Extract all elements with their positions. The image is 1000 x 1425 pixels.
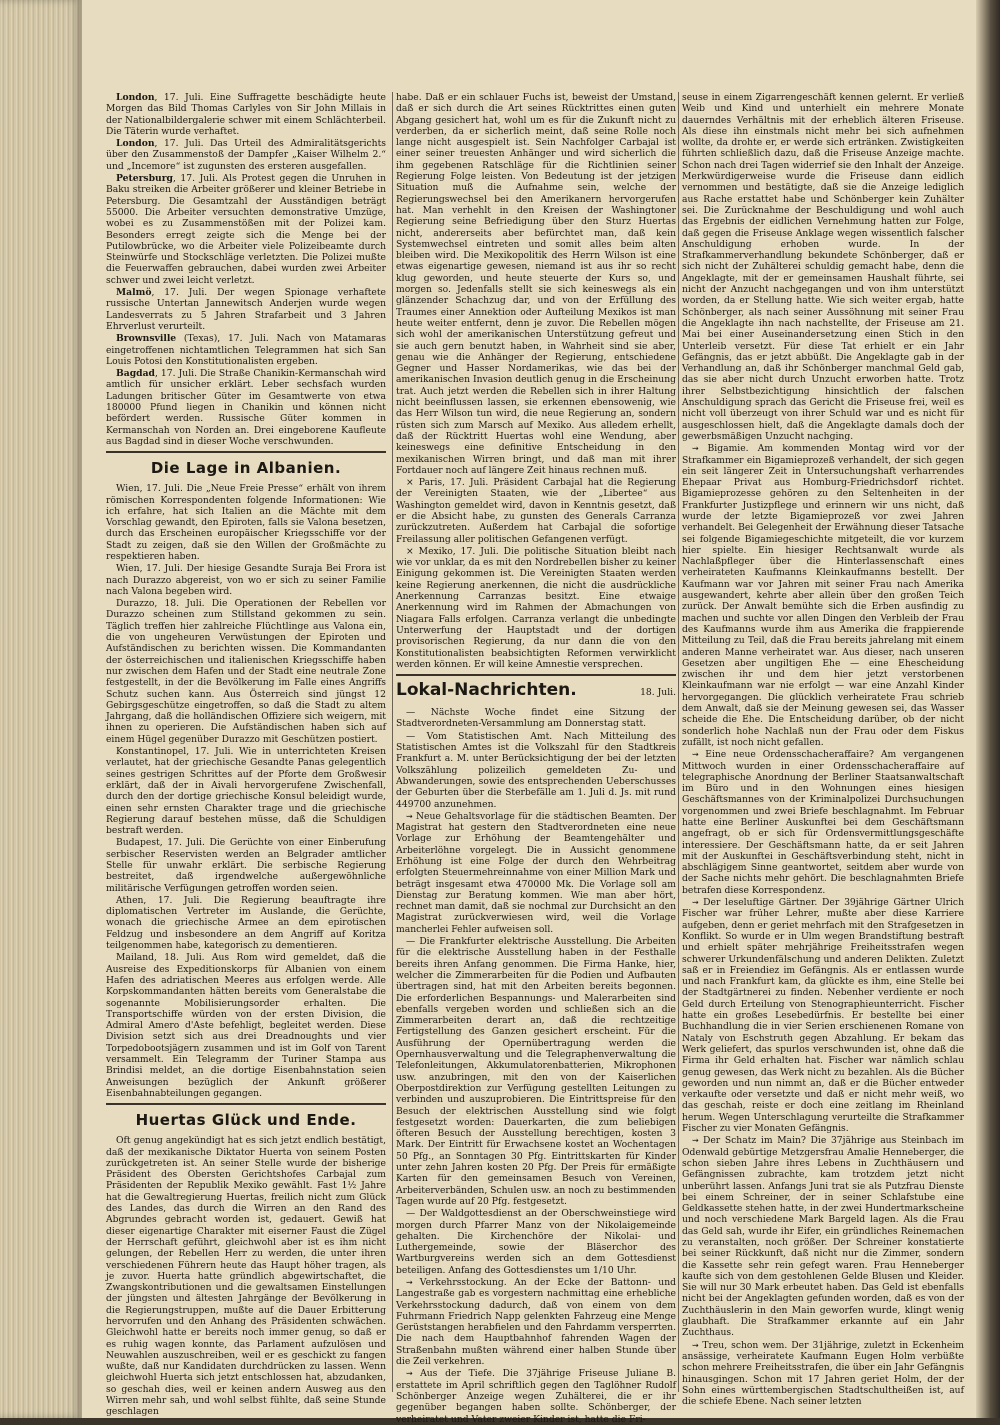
section-rule xyxy=(106,1103,386,1105)
item-marker-icon: ⇝ xyxy=(692,444,708,454)
book-gutter-shadow xyxy=(976,0,1000,1418)
article-paragraph: Wien, 17. Juli. Die „Neue Freie Presse“ erhält von ihrem römischen Korrespondenten folgende Informationen: Wie ich erfahre, hat sich Italien an die Mächte mit dem Vorschlag gewandt, den Epiroten, falls sie Valona besetzen, durch das Erscheinen europäischer Kriegsschiffe vor der Stadt zu zeigen, daß sie den Willen der Großmächte zu respektieren haben. xyxy=(106,483,386,562)
column-rule xyxy=(678,92,679,1392)
news-item: ⇝ Neue Gehaltsvorlage für die städtischen Beamten. Der Magistrat hat gestern den Stadtverordneten eine neue Vorlage zur Erhöhung der Beamtengehälter und Arbeiterlöhne vorgelegt. Die in Aussicht genommene Erhöhung ist eine Folge der durch den Wehrbeitrag erfolgten Steuermehreinnahme von einer Million Mark und beträgt insgesamt etwa 470000 Mk. Die Vorlage soll am Dienstag zur Beratung kommen. Wie man aber hört, rechnet man damit, daß sie nochmal zur Durchsicht an den Magistrat zurückverwiesen wird, weil die Vorlage mancherlei Fehler aufweisen soll. xyxy=(396,810,676,935)
lokal-headline: Lokal-Nachrichten. xyxy=(396,680,577,701)
section-rule xyxy=(106,451,386,453)
article-paragraph: Wien, 17. Juli. Der hiesige Gesandte Suraja Bei Frora ist nach Durazzo abgereist, von wo er sich zu seiner Familie nach Valona begeben wird. xyxy=(106,563,386,597)
article-paragraph: Konstantinopel, 17. Juli. Wie in unterrichteten Kreisen verlautet, hat der griechische Gesandte Panas gelegentlich seines gestrigen Schrittes auf der Pforte dem Großwesir erklärt, daß der in Aivali hervorgerufene Zwischenfall, durch den der dortige griechische Konsul beleidigt wurde, einen sehr ernsten Charakter trage und die griechische Regierung darauf bestehen müsse, daß die Schuldigen bestraft werden. xyxy=(106,746,386,837)
item-marker-icon: ⇝ xyxy=(692,898,704,908)
item-marker-icon: ⇝ xyxy=(406,1277,420,1287)
article-paragraph: × Mexiko, 17. Juli. Die politische Situation bleibt nach wie vor unklar, da es mit den Nordrebellen bisher zu keiner Einigung gekommen ist. Die Vereinigten Staaten werden keine Regierung anerkennen, die nicht die ausdrückliche Anerkennung Carranzas besitzt. Eine etwaige Anerkennung wird im Rahmen der Abmachungen von Niagara Falls erfolgen. Carranza verlangt die unbedingte Unterwerfung der Hauptstadt und der dortigen provisorischen Regierung, da nur dann die von den Konstitutionalisten beabsichtigten Reformen verwirklicht werden können. Er will keine Amnestie versprechen. xyxy=(396,545,676,670)
item-marker-icon: ⇝ xyxy=(692,1340,703,1350)
news-item: ⇝ Bigamie. Am kommenden Montag wird vor der Strafkammer ein Bigamieprozeß verhandelt, der sich gegen ein seit längerer Zeit in Untersuchungshaft verharrendes Ehepaar Privat aus Homburg-Friedrichsdorf richtet. Bigamieprozesse gehören zu den Seltenheiten in der Frankfurter Justizpflege und erinnern wir uns nicht, daß wurde der letzte Bigamieprozeß vor zwei Jahren verhandelt. Bei Gelegenheit der Erwähnung dieser Tatsache sei folgende Bigamiegeschichte mitgeteilt, die vor kurzem hier spielte. Ein hiesiger Rechtsanwalt wurde als Nachlaßpfleger über die Hinterlassenschaft eines verheirateten Kaufmanns Kleinkaufmanns bestellt. Der Kaufmann war vor Jahren mit seiner Frau nach Amerika ausgewandert, kehrte aber allein über den großen Teich zurück. Der Anwalt bemühte sich die Erben ausfindig zu machen und suchte vor allen Dingen den Verbleib der Frau des Kaufmanns wurde ihm aus Amerika die frappierende Mitteilung zu Teil, daß die Frau bereits jahrelang mit einem anderen Manne verheiratet war. Aus dieser, nach unseren Gesetzen aber ungiltigen Ehe — eine Ehescheidung zwischen ihr und dem hier jetzt verstorbenen Kleinkaufmann war nie erfolgt — war eine Anzahl Kinder hervorgegangen. Die glücklich verheiratete Frau schrieb dem Anwalt, daß sie der Meinung gewesen sei, das Wasser scheide die Ehe. Die Entscheidung darüber, ob der nicht sonderlich hohe Nachlaß nun der Frau oder dem Fiskus zufällt, ist noch nicht gefallen. xyxy=(682,443,964,748)
column-rule xyxy=(392,92,393,1392)
albanien-headline: Die Lage in Albanien. xyxy=(150,459,342,478)
lokal-date: 18. Juli. xyxy=(640,687,676,699)
news-item: ⇝ Der leseluftige Gärtner. Der 39jährige Gärtner Ulrich Fischer war früher Lehrer, mußte aber diese Karriere aufgeben, denn er geriet mehrfach mit den Strafgesetzen in Konflikt. So wurde er in Ulm wegen Brandstiftung bestraft und erhielt später mehrjährige Freiheitsstrafen wegen schwerer Urkundenfälschung und anderen Delikten. Zuletzt saß er in Freiendiez im Gefängnis. Als er entlassen wurde und nach Frankfurt kam, da glückte es ihm, eine Stelle bei der Stadtgärtnerei zu finden. Nebenher verdiente er noch Geld durch Erteilung von Stenographieunterricht. Fischer hatte ein großes Lesebedürfnis. Er bestellte bei einer Buchhandlung die in vier Serien erschienenen Romane von Nataly von Eschstruth gegen Abzahlung. Er bekam das Werk geliefert, das spurlos verschwunden ist, ohne daß die Firma ihr Geld erhalten hat. Fischer war nämlich schlau genug gewesen, das Werk nicht zu bezahlen. Als die Bücher geworden und nun nimmt an, daß er die Bücher entweder verkaufte oder versetzte und daß er nicht mehr weiß, wo das geschah, reiste er doch eine zeitlang im Rheinland herum. Wegen Unterschlagung verurteilte die Strafkammer Fischer zu vier Monaten Gefängnis. xyxy=(682,897,964,1135)
column-2 xyxy=(396,92,677,1425)
item-marker-icon: ⇝ xyxy=(692,750,706,760)
section-rule xyxy=(396,674,676,676)
item-marker-icon: ⇝ xyxy=(692,1136,703,1146)
huerta-headline: Huertas Glück und Ende. xyxy=(135,1111,357,1130)
news-item: — Der Waldgottesdienst an der Oberschweinstiege wird morgen durch Pfarrer Manz von der Nikolaigemeinde gehalten. Die Kirchenchöre der Nikolai- und Luthergemeinde, sowie der Bläserchor des Wartburgvereins werden sich an dem Gottesdienst beteiligen. Anfang des Gottesdienstes um 1/10 Uhr. xyxy=(396,1208,676,1276)
telegram: Petersburg, 17. Juli. Als Protest gegen die Unruhen in Baku streiken die Arbeiter größerer und kleiner Betriebe in Petersburg. Die Gesamtzahl der Ausständigen beträgt 55000. Die Arbeiter versuchten demonstrative Umzüge, wobei es zu Zusammenstößen mit der Polizei kam. Besonders erregt zeigte sich die Menge bei der Putilowbrücke, wo die Arbeiter viele Polizeibeamte durch Steinwürfe und Stockschläge verletzten. Die Polizei mußte die Feuerwaffen gebrauchen, dabei wurden zwei Arbeiter schwer und zwei leicht verletzt. xyxy=(106,173,386,286)
news-item: ⇝ Treu, schon wem. Der 31jährige, zuletzt in Eckenheim ansässige, verheiratete Kaufmann Eugen Holm verbüßte schon mehrere Freiheitsstrafen, die über ein Jahr Gefängnis hinausgingen. Schon mit 17 Jahren geriet Holm, der der Sohn eines württembergischen Stadtschultheißen ist, auf die schiefe Ebene. Nach seiner letzten xyxy=(682,1339,964,1408)
book-page-edges xyxy=(0,0,82,1418)
item-marker-icon: ⇝ xyxy=(406,1369,421,1379)
lokal-header xyxy=(396,680,676,701)
article-paragraph: Mailand, 18. Juli. Aus Rom wird gemeldet, daß die Ausreise des Expeditionskorps für Albanien von einem Hafen des adriatischen Meeres aus erfolgen werde. Alle Korpskommandanten hätten bereits vom Generalstabe die sogenannte Mobilisierungsorder erhalten. Die Transportschiffe würden von der ersten Division, die Admiral Amero d'Aste befehligt, begleitet werden. Diese Division setzt sich aus drei Dreadnoughts und vier Torpedobootsjägern zusammen und ist im Golf von Tarent versammelt. Ein Telegramm der Turiner Stampa aus Brindisi meldet, an die dortige Eisenbahnstation seien Anweisungen bezüglich der Ankunft größerer Eisenbahnabteilungen gegangen. xyxy=(106,952,386,1099)
telegram: London, 17. Juli. Eine Suffragette beschädigte heute Morgen das Bild Thomas Carlyles von Sir John Millais in der Nationalbildergalerie schwer mit einem Schlächterbeil. Die Täterin wurde verhaftet. xyxy=(106,92,386,137)
telegram: Brownsville (Texas), 17. Juli. Nach von Matamaras eingetroffenen nichtamtlichen Telegrammen hat sich San Louis Potosi den Konstitutionalisten ergeben. xyxy=(106,333,386,367)
news-item: ⇝ Der Schatz im Main? Die 37jährige aus Steinbach im Odenwald gebürtige Metzgersfrau Amalie Henneberger, die schon sieben Jahre ihres Lebens in Zuchthäusern und Gefängnissen zubrachte, kam trotzdem jetzt nicht unberührt lassen. Anfangs Juni trat sie als Putzfrau Dienste bei einem Schreiner, der in seiner Schlafstube eine Geldkassette stehen hatte, in der zwei Hundertmarkscheine und noch verschiedene Mark Bargeld lagen. Als die Frau das Geld sah, wurde ihr Eifer, ein gründliches Reinemachen zu veranstalten, noch größer. Der Schreiner konstatierte bei seiner Rückkunft, daß nicht nur die Zimmer, sondern die Kassette sehr rein gefegt waren. Frau Henneberger kaufte sich von dem gestohlenen Gelde Blusen und Kleider. Sie will nur 30 Mark erbeutet haben. Das Geld ist ebenfalls nicht bei der Angeklagten gefunden worden, daß es von der Zuchthäuslerin in den Main geworfen wurde, klingt wenig glaubhaft. Die Strafkammer erkannte auf ein Jahr Zuchthaus. xyxy=(682,1135,964,1339)
column-1 xyxy=(106,92,386,1418)
article-paragraph: × Paris, 17. Juli. Präsident Carbajal hat die Regierung der Vereinigten Staaten, wie der „Libertee“ aus Washington gemeldet wird, davon in Kenntnis gesetzt, daß er die Absicht habe, zu gunsten des Generals Carranza zurückzutreten. Außerdem hat Carbajal die sofortige Freilassung aller politischen Gefangenen verfügt. xyxy=(396,477,676,545)
news-item: — Vom Statistischen Amt. Nach Mitteilung des Statistischen Amtes ist die Volkszahl für den Stadtkreis Frankfurt a. M. unter Berücksichtigung der bei der letzten Volkszählung polizeilich gemeldeten Zu- und Abwanderungen, sowie des entsprechenden Ueberschusses der Geburten über die Sterbefälle am 1. Juli d. Js. mit rund 449700 anzunehmen. xyxy=(396,730,676,810)
article-paragraph: Durazzo, 18. Juli. Die Operationen der Rebellen vor Durazzo scheinen zum Stillstand gekommen zu sein. Täglich treffen hier zahlreiche Flüchtlinge aus Valona ein, die von ungeheuren Verwüstungen der Epiroten und Aufständischen zu berichten wissen. Die Kommandanten der österreichischen und italienischen Kriegsschiffe haben nur zwischen dem Hafen und der Stadt eine neutrale Zone festgestellt, in der die Bevölkerung im Falle eines Angriffs Schutz suchen kann. Aus Österreich sind jüngst 12 Gebirgsgeschütze eingetroffen, so daß die Stadt zu altem Jahrgang, daß die holländischen Offiziere sich weigern, mit ihnen zu operieren. Die Aufständischen haben sich auf einem Hügel gegenüber Durazzo mit Geschützen postiert. xyxy=(106,598,386,745)
telegram: Malmö, 17. Juli. Der wegen Spionage verhaftete russische Untertan Jannewitsch Anderjen wurde wegen Landesverrats zu 5 Jahren Strafarbeit und 3 Jahren Ehrverlust verurteilt. xyxy=(106,287,386,332)
article-paragraph: habe. Daß er ein schlauer Fuchs ist, beweist der Umstand, daß er sich durch die Art seines Rücktrittes einen guten Abgang gesichert hat, wohl um es für die Zukunft nicht zu verderben, da er sicherlich meint, daß seine Rolle noch lange nicht ausgespielt ist. Sein Nachfolger Carbajal ist einer seiner treuesten Anhänger und wird sicherlich die ihm gegebenen Ratschläge für die Richtlinien seiner Regierung Folge leisten. Von Bedeutung ist der jetzigen Situation muß die Aufnahme sein, welche der Regierungswechsel bei den Amerikanern hervorgerufen hat. Man verhehlt in den Kreisen der Washingtoner Regierung seine Befriedigung über den Sturz Huertas nicht, andererseits aber befürchtet man, daß kein Systemwechsel eintreten und somit alles beim alten bleiben wird. Die Mexikopolitik des Herrn Wilson ist eine etwas eigenartige gewesen, niemand ist aus ihr so recht klug geworden, und heute steuerte der Kurs so, und morgen so. Jedenfalls stellt sie sich keineswegs als ein glänzender Schachzug dar, und von der Erfüllung des Traumes einer Annektion oder Aufteilung Mexikos ist man heute weiter entfernt, denn je zuvor. Die Rebellen mögen sich wohl der amerikanischen Unterstützung gefreut und sie auch gern benutzt haben, in Wahrheit sind sie aber, genau wie die Anhänger der Regierung, entschiedene Gegner und Hasser Nordamerikas, wie das bei der amerikanischen Invasion deutlich genug in die Erscheinung trat. Auch jetzt werden die Rebellen sich in ihrer Haltung nicht beeinflussen lassen, sie erkennen ebensowenig, wie das Herr Wilson tun wird, die neue Regierung an, sondern rüsten sich zum Marsch auf Mexiko. Aus alledem erhellt, daß der Rücktritt Huertas wohl eine Wendung, aber keineswegs eine definitive Entscheidung in den mexikanischen Wirren bringt, und daß man mit ihrer Fortdauer noch auf längere Zeit hinaus rechnen muß. xyxy=(396,92,676,476)
news-item: — Nächste Woche findet eine Sitzung der Stadtverordneten-Versammlung am Donnerstag statt. xyxy=(396,707,676,730)
column-3 xyxy=(682,92,964,1408)
article-paragraph: Budapest, 17. Juli. Die Gerüchte von einer Einberufung serbischer Reservisten werden an Belgrader amtlicher Stelle für unwahr erklärt. Die serbische Regierung bestreitet, daß irgendwelche außergewöhnliche militärische Verfügungen getroffen worden seien. xyxy=(106,837,386,894)
news-item: ⇝ Eine neue Ordensschacheraffaire? Am vergangenen Mittwoch wurden in einer Ordensschacheraffaire auf telegraphische Anordnung der Berliner Staatsanwaltschaft im Büro und in den Wohnungen eines hiesigen Geschäftsmannes von der Kriminalpolizei Durchsuchungen vorgenommen und zwei Briefe beschlagnahmt. Im Februar hatte eine Berliner Auskunftei bei dem Geschäftsmann angefragt, ob er sich für Ordensvermittlungsgeschäfte interessiere. Der Geschäftsmann hatte, da er seit Jahren mit der Auskunftei in Geschäftsverbindung steht, nicht in abschlägigem Sinne geantwortet, seitdem aber wurde von der Sache nichts mehr gehört. Die beschlagnahmten Briefe betrafen diese Korrespondenz. xyxy=(682,749,964,896)
news-item: ⇝ Aus der Tiefe. Die 37jährige Friseuse Juliane B. erstattete im April schriftlich gegen den Taglöhner Rudolf Schönberger Anzeige wegen Zuhälterei, die er ihr gegenüber begangen haben sollte. Schönberger, der verheiratet und Vater zweier Kinder ist, hatte die Fri- xyxy=(396,1368,676,1425)
article-paragraph: Athen, 17. Juli. Die Regierung beauftragte ihre diplomatischen Vertreter im Auslande, die Gerüchte, wonach die griechische Armee an dem epirotischen Feldzug und insbesondere an dem Angriff auf Koritza teilgenommen habe, kategorisch zu dementieren. xyxy=(106,894,386,952)
article-paragraph: seuse in einem Zigarrengeschäft kennen gelernt. Er verließ Weib und Kind und unterhielt ein mehrere Monate dauerndes Verhältnis mit der erheblich älteren Friseuse. Als diese ihn einstmals nicht mehr bei sich aufnehmen wollte, da drohte er, er werde sich ertränken. Zwistigkeiten führten schließlich dazu, daß die Friseuse Anzeige machte. Schon nach drei Tagen widerrief sie den Inhalt der Anzeige. Merkwürdigerweise wurde die Friseuse dann eidlich vernommen und bestätigte, daß sie die Anzeige lediglich aus Rache erstattet habe und Schönberger kein Zuhälter sei. Die Zurücknahme der Beschuldigung und wohl auch das Ergebnis der eidlichen Vernehmung hatten zur Folge, daß gegen die Friseuse Anklage wegen wissentlich falscher Anschuldigung erhoben wurde. In der Strafkammerverhandlung bekundete Schönberger, daß er sich nicht der Zuhälterei schuldig gemacht habe, denn die Angeklagte, mit der er gemeinsamen Haushalt führte, sei nicht der Anzucht nachgegangen und von ihm unterstützt worden, da er Stellung hatte. Wie sich weiter ergab, hatte Schönberger, als nach seiner Aussöhnung mit seiner Frau die Angeklagte ihn nach nachstellte, der Friseuse am 21. Mai bei einer Auseinandersetzung einen Stich in den Unterleib versetzt. Für diese Tat erhielt er ein Jahr Gefängnis, das er jetzt abbüßt. Die Angeklagte gab in der Verhandlung an, daß ihr Schönberger manchmal Geld gab, das sie aber nicht durch Unzucht erworben hatte. Trotz ihrer Selbstbezichtigung hinsichtlich der falschen Anschuldigung sprach das Gericht die Friseuse frei, weil es nicht voll überzeugt von ihrer Schuld war und es nicht für ausgeschlossen hielt, daß die Angeklagte damals doch der gewerbsmäßigen Unzucht nachging. xyxy=(682,92,964,442)
telegram: London, 17. Juli. Das Urteil des Admiralitätsgerichts über den Zusammenstoß der Dampfer „Kaiser Wilhelm 2.“ und „Incemore“ ist zugunsten des ersteren ausgefallen. xyxy=(106,138,386,172)
news-item: — Die Frankfurter elektrische Ausstellung. Die Arbeiten für die elektrische Ausstellung haben in der Festhalle bereits ihren Anfang genommen. Die Firma Hanke, hier, welcher die Zimmerarbeiten für die Podien und Aufbauten übertragen sind, hat mit den Arbeiten bereits begonnen. Die erforderlichen Bespannungs- und Malerarbeiten sind ebenfalls vergeben worden und schließen sich an die Zimmerarbeiten derart an, daß die rechtzeitige Fertigstellung des Ganzen gesichert erscheint. Für die Ausführung der Opernübertragung werden die Opernhausverwaltung und die Telegraphenverwaltung die Telefonleitungen, Akkumulatorenbatterien, Mikrophonen usw. anzubringen, mit den von der Kaiserlichen Oberpostdirektion zur Verfügung gestellten Leitungen zu verbinden und auszuprobieren. Die Eintrittspreise für den Besuch der elektrischen Ausstellung sind wie folgt festgesetzt worden: Dauerkarten, die zum beliebigen öfteren Besuch der Ausstellung berechtigen, kosten 3 Mark. Der Eintritt für Erwachsene kostet an Wochentagen 50 Pfg., an Sonntagen 30 Pfg. Eintrittskarten für Kinder unter zehn Jahren kosten 20 Pfg. Der Preis für ermäßigte Karten für den gemeinsamen Besuch von Vereinen, Arbeiterverbänden, Schulen usw. an noch zu bestimmenden Tagen wurde auf 20 Pfg. festgesetzt. xyxy=(396,936,677,1207)
news-item: ⇝ Verkehrsstockung. An der Ecke der Battonn- und Langestraße gab es vorgestern nachmittag eine erhebliche Verkehrsstockung dadurch, daß von einem von dem Fuhrmann Friedrich Napp gelenkten Fahrzeug eine Menge Gerüststangen herabfielen und den Fahrdamm versperrten. Die nach dem Hauptbahnhof fahrenden Wagen der Straßenbahn mußten während einer halben Stunde über die Zeil verkehren. xyxy=(396,1276,677,1368)
item-marker-icon: ⇝ xyxy=(406,811,416,821)
telegram: Bagdad, 17. Juli. Die Straße Chanikin-Kermanschah wird amtlich für unsicher erklärt. Leber sechsfach wurden Ladungen britischer Güter im Gesamtwerte von etwa 180000 Pfund liegen in Chanikin und können nicht befördert werden. Russische Güter kommen in Kermanschah von Norden an. Drei eingeborene Kaufleute aus Bagdad sind in dieser Woche verschwunden. xyxy=(106,368,386,447)
article-paragraph: Oft genug angekündigt hat es sich jetzt endlich bestätigt, daß der mexikanische Diktator Huerta von seinem Posten zurückgetreten ist. An seiner Stelle wurde der bisherige Präsident des Obersten Gerichtshofes Carbajal zum Präsidenten der Republik Mexiko gewählt. Fast 1½ Jahre hat die Gewaltregierung Huertas, freilich nicht zum Glück des Landes, das durch die Wirren an den Rand des Abgrundes gebracht worden ist, gedauert. Gewiß hat dieser eigenartige Charakter mit eiserner Faust die Zügel der Herrschaft geführt, gleichwohl aber ist es ihm nicht gelungen, der Rebellen Herr zu werden, die unter ihren verschiedenen Führern heute das Haupt höher tragen, als je zuvor. Huerta hatte gründlich abgewirtschaftet, die Zwangskontributionen und die gewaltsamen Einstellungen der jüngsten und ältesten Jahrgänge der Bevölkerung in die Regierungstruppen, mußte auf die Dauer Erbitterung hervorrufen und den Anhang des Präsidenten schwächen. Gleichwohl hatte er bereits noch immer genug, so daß er es ruhig wagen konnte, das Parlament aufzulösen und Neuwahlen auszuschreiben, weil er es geschickt zu fangen wußte, daß nur Kandidaten durchdrücken zu lassen. Wenn gleichwohl Huerta sich jetzt entschlossen hat, abzudanken, so geschah dies, weil er keinen andern Ausweg aus den Wirren mehr sah, und wohl selbst fühlte, daß seine Stunde geschlagen xyxy=(106,1135,386,1418)
